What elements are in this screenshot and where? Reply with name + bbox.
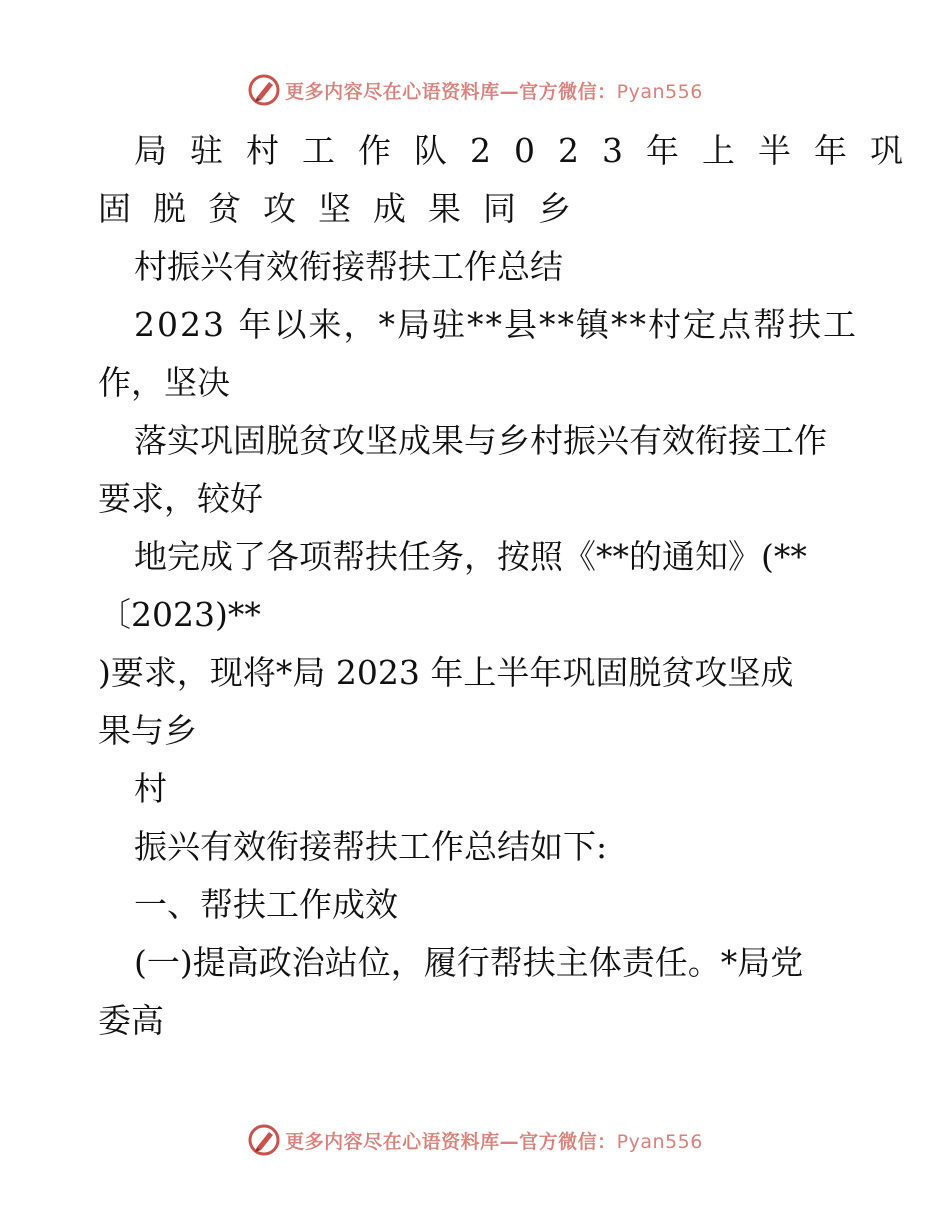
paragraph-line: 〔2023)** [98, 595, 261, 634]
paragraph-line: 作，坚决 [98, 363, 230, 402]
footer-watermark [0, 1120, 950, 1160]
header-watermark [0, 70, 950, 110]
paragraph-line: 要求，较好 [98, 479, 263, 518]
document-body [98, 122, 926, 1050]
pen-logo-icon [247, 1123, 281, 1157]
section-heading: 一、帮扶工作成效 [134, 885, 398, 924]
title-line-2: 固脱贫攻坚成果同乡 [98, 189, 593, 228]
paragraph-line: 振兴有效衔接帮扶工作总结如下: [134, 827, 608, 866]
watermark-text: 更多内容尽在心语资料库—官方微信：Pyan556 [285, 1130, 703, 1153]
paragraph-line: 村 [134, 769, 167, 808]
paragraph-line: 委高 [98, 1001, 164, 1040]
title-line-1: 局驻村工作队2023年上半年巩 [134, 131, 926, 170]
paragraph-line: 地完成了各项帮扶任务，按照《**的通知》(** [134, 537, 807, 576]
watermark-text: 更多内容尽在心语资料库—官方微信：Pyan556 [285, 80, 703, 103]
paragraph-line: 落实巩固脱贫攻坚成果与乡村振兴有效衔接工作 [134, 421, 827, 460]
title-line-3: 村振兴有效衔接帮扶工作总结 [134, 247, 563, 286]
paragraph-line: 果与乡 [98, 711, 197, 750]
paragraph-line: )要求，现将*局 2023 年上半年巩固脱贫攻坚成 [98, 653, 794, 692]
pen-logo-icon [247, 73, 281, 107]
paragraph-line: 2023 年以来，*局驻**县**镇**村定点帮扶工 [134, 305, 858, 344]
subsection-line: (一)提高政治站位，履行帮扶主体责任。*局党 [134, 943, 804, 982]
